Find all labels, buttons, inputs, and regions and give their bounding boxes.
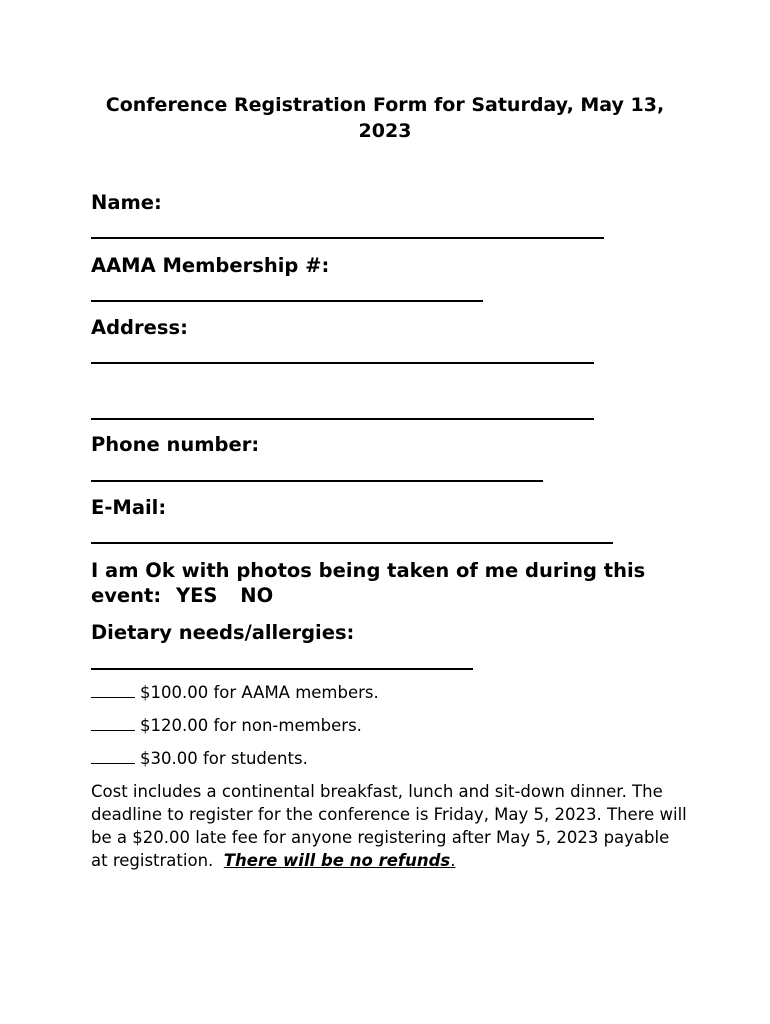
photo-consent-question: I am Ok with photos being taken of me during this event: [91, 559, 646, 607]
photo-consent-no[interactable]: NO [240, 584, 274, 607]
email-blank-line[interactable] [91, 542, 613, 544]
fee-option-members [91, 681, 379, 704]
no-refunds-notice: There will be no refunds [223, 851, 451, 870]
membership-label: AAMA Membership #: [91, 254, 330, 277]
cost-notes-text: Cost includes a continental breakfast, lunch and sit-down dinner. The deadline to register for the conference is Friday, May 5, 2023. There will be a $20.00 late fee for anyone registering after May 5, 2023 payable at registration. [91, 782, 687, 870]
dietary-blank-line[interactable] [91, 668, 473, 670]
fee-option-students [91, 747, 308, 770]
email-label: E-Mail: [91, 496, 167, 519]
name-label: Name: [91, 191, 162, 214]
fee-text-members: $100.00 for AAMA members. [140, 683, 379, 702]
address-blank-line-1[interactable] [91, 362, 594, 364]
membership-blank-line[interactable] [91, 300, 483, 302]
form-title: Conference Registration Form for Saturday, May 13, 2023 [105, 94, 665, 142]
dietary-label: Dietary needs/allergies: [91, 621, 355, 644]
fee-text-non-members: $120.00 for non-members. [140, 716, 362, 735]
fee-blank-non-members[interactable] [91, 714, 135, 731]
photo-consent [91, 558, 691, 608]
phone-label: Phone number: [91, 433, 260, 456]
phone-blank-line[interactable] [91, 480, 543, 482]
fee-text-students: $30.00 for students. [140, 749, 308, 768]
fee-blank-students[interactable] [91, 747, 135, 764]
no-refunds-period: . [450, 851, 456, 870]
address-label: Address: [91, 316, 188, 339]
fee-option-non-members [91, 714, 362, 737]
name-blank-line[interactable] [91, 237, 604, 239]
cost-notes [91, 780, 691, 872]
photo-consent-yes[interactable]: YES [175, 584, 218, 607]
fee-blank-members[interactable] [91, 681, 135, 698]
address-blank-line-2[interactable] [91, 418, 594, 420]
